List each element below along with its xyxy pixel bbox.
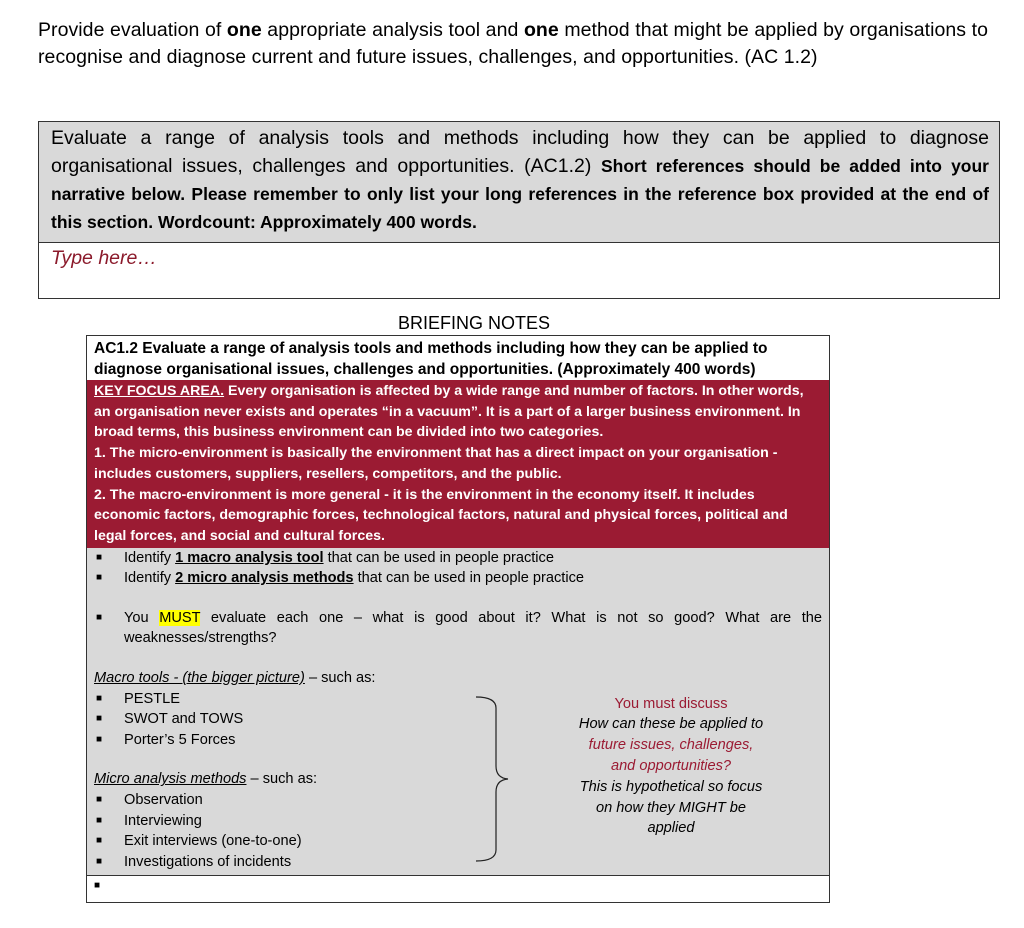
briefing-title: BRIEFING NOTES: [398, 313, 551, 333]
note-question: [575, 714, 767, 776]
bullet-icon: ■: [96, 692, 103, 704]
key-focus-area: [87, 380, 829, 548]
macro-item: PESTLE: [124, 690, 180, 707]
bullet-icon: ■: [96, 855, 103, 867]
note-text: How can these be applied to: [578, 716, 764, 733]
task-prompt-text: Evaluate a range of analysis tools and methods including how they can be applied to diagnose organisational issues, challenges and opportunities. (AC1.2): [51, 127, 989, 177]
bullet-icon: ■: [96, 713, 103, 725]
list-item: [94, 568, 822, 589]
focus-macro: 2. The macro-environment is more general - it is the environment in the economy itself. It includes economic factors, demographic forces, technological factors, natural and physical forces, political and legal forces, and social and cultural forces.: [94, 486, 788, 544]
answer-input[interactable]: Type here…: [51, 247, 157, 269]
note-hypothetical: This is hypothetical so focus on how they MIGHT be applied: [579, 778, 763, 837]
must-text: evaluate each one – what is good about it? What is not so good? What are the weaknesses/strengths?: [124, 609, 822, 647]
macro-label: Macro tools - (the bigger picture): [94, 670, 305, 686]
empty-bullet-row: [87, 875, 829, 896]
bullet-icon: ■: [94, 879, 101, 891]
focus-micro: 1. The micro-environment is basically the environment that has a direct impact on your organisation - includes customers, suppliers, resellers, competitors, and the public.: [94, 445, 778, 482]
focus-label: KEY FOCUS AREA.: [94, 383, 225, 399]
micro-item: Investigations of incidents: [124, 853, 292, 870]
task-prompt: [39, 122, 999, 243]
macro-tools-label: [94, 668, 822, 689]
must-highlight: MUST: [159, 609, 201, 626]
bullet-icon: ■: [96, 793, 103, 805]
must-text: You: [124, 609, 160, 626]
bullet-icon: ■: [96, 733, 103, 745]
micro-label: Micro analysis methods: [94, 771, 247, 788]
guidance-section: [87, 548, 829, 875]
identify-emphasis: 2 micro analysis methods: [175, 570, 354, 587]
micro-item: Exit interviews (one-to-one): [124, 833, 302, 850]
identify-emphasis: 1 macro analysis tool: [175, 549, 324, 566]
identify-text: Identify: [124, 570, 176, 587]
macro-item: SWOT and TOWS: [124, 711, 244, 728]
bullet-icon: ■: [96, 611, 103, 623]
note-highlight: future issues, challenges, and opportunities?: [588, 737, 754, 775]
list-item: [94, 548, 822, 569]
intro-instruction: [38, 17, 988, 71]
intro-emphasis: one: [523, 19, 559, 41]
intro-text: method that might be applied by organisations to recognise and diagnose current and future issues, challenges, and opportunities. (AC 1.2): [38, 19, 988, 68]
macro-suffix: – such as:: [304, 670, 376, 686]
focus-intro: [94, 381, 823, 443]
briefing-notes-table: [86, 335, 830, 903]
micro-item: Interviewing: [124, 812, 202, 829]
curly-brace-icon: [474, 696, 514, 862]
intro-emphasis: one: [226, 19, 262, 41]
task-instructions: Short references should be added into your narrative below. Please remember to only list your long references in the reference box provided at the end of this section. Wordcount: Approximately 400 words.: [51, 156, 989, 232]
discussion-note: [575, 694, 767, 840]
list-item: [94, 852, 822, 873]
list-item: [94, 608, 822, 649]
identify-text: that can be used in people practice: [323, 549, 554, 566]
identify-text: Identify: [124, 549, 176, 566]
identify-text: that can be used in people practice: [353, 570, 584, 587]
intro-text: Provide evaluation of: [38, 19, 227, 41]
task-box: [38, 121, 1000, 299]
macro-item: Porter’s 5 Forces: [124, 731, 236, 748]
bullet-icon: ■: [96, 572, 103, 584]
bullet-icon: ■: [96, 814, 103, 826]
micro-suffix: – such as:: [246, 771, 318, 788]
note-heading: You must discuss: [614, 695, 728, 712]
bullet-icon: ■: [96, 835, 103, 847]
bullet-icon: ■: [96, 551, 103, 563]
briefing-heading: AC1.2 Evaluate a range of analysis tools and methods including how they can be applied to diagnose organisational issues, challenges and opportunities. (Approximately 400 words): [87, 336, 829, 380]
focus-intro-text: Every organisation is affected by a wide range and number of factors. In other words, an organisation never exists and operates “in a vacuum”. It is a part of a larger business environment. In broad terms, this business environment can be divided into two categories.: [94, 383, 804, 441]
intro-text: appropriate analysis tool and: [261, 19, 524, 41]
micro-item: Observation: [124, 791, 203, 808]
